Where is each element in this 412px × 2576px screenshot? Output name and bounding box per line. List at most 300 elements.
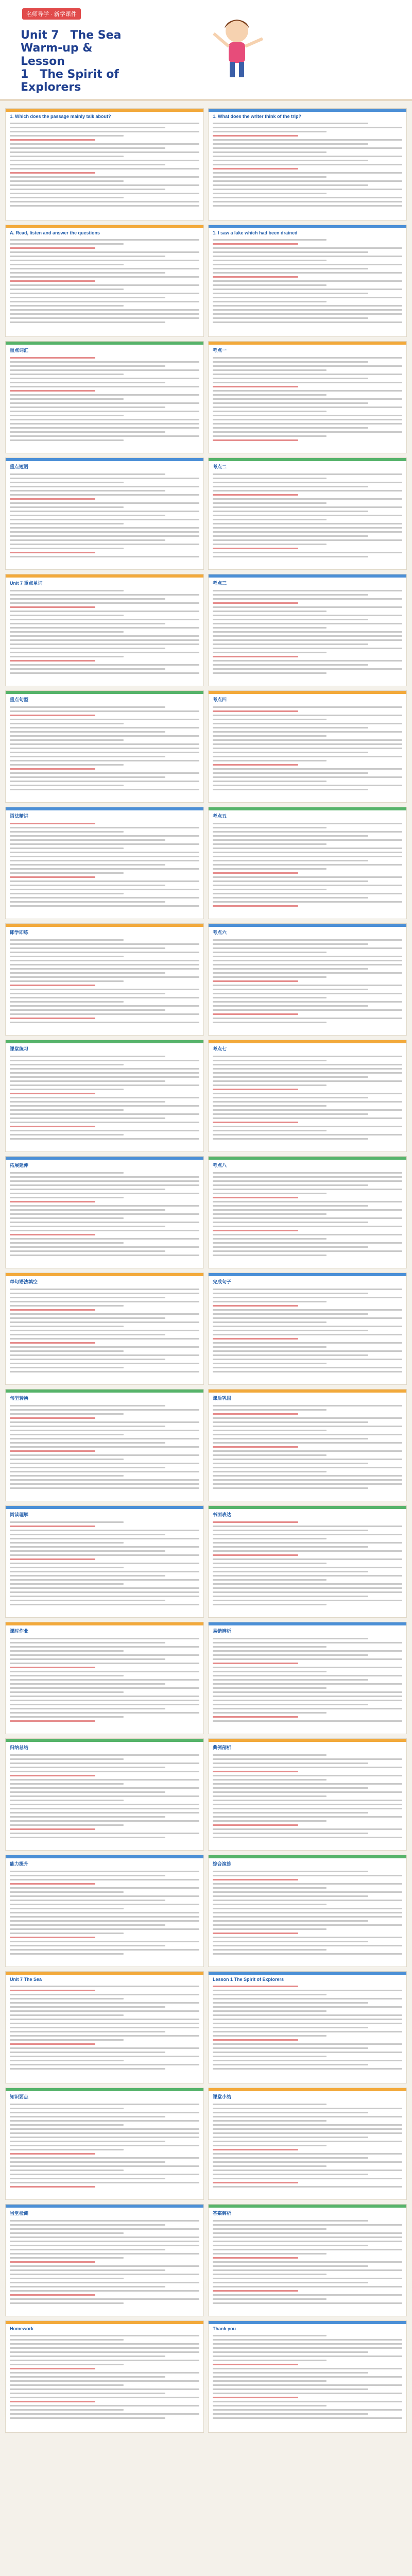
text-line [10, 1708, 165, 1709]
text-line [213, 378, 368, 379]
text-line [10, 1933, 124, 1934]
slide-text-lines [209, 1172, 406, 1256]
slide-thumbnail[interactable] [208, 1971, 407, 2083]
text-line [10, 2384, 124, 2386]
text-line [213, 1293, 368, 1294]
text-line [10, 2265, 199, 2267]
slide-thumbnail[interactable] [5, 1389, 204, 1501]
text-line [10, 1189, 165, 1190]
text-line [10, 1013, 199, 1015]
text-line [213, 1583, 402, 1585]
slide-text-lines [6, 1638, 203, 1722]
text-line [213, 1463, 368, 1464]
text-line [10, 631, 124, 633]
text-line [10, 2104, 199, 2105]
text-line [10, 1442, 165, 1444]
text-line [10, 1417, 95, 1419]
text-line [213, 2002, 368, 2004]
slide-heading: Unit 7 重点单词 [10, 581, 43, 586]
slide-grid [5, 108, 407, 2437]
text-line [213, 868, 327, 870]
text-line [213, 835, 368, 837]
text-line [213, 243, 298, 245]
text-line [213, 123, 368, 124]
slide-thumbnail[interactable] [5, 108, 204, 221]
text-line [10, 556, 199, 557]
text-line [213, 2006, 402, 2008]
text-line [213, 280, 402, 282]
slide-row [5, 225, 407, 337]
slide-thumbnail[interactable] [208, 1389, 407, 1501]
slide-thumbnail[interactable] [208, 1273, 407, 1385]
text-line [10, 1213, 199, 1215]
text-line [213, 394, 327, 396]
text-line [213, 860, 368, 861]
text-line [213, 548, 298, 549]
slide-thumbnail[interactable] [5, 923, 204, 1036]
text-line [213, 293, 368, 294]
text-line [213, 1986, 298, 1987]
text-line [213, 2031, 402, 2032]
text-line [10, 2043, 95, 2045]
text-line [10, 1716, 124, 1718]
text-line [213, 1563, 327, 1564]
text-line [213, 1297, 402, 1298]
text-line [213, 2241, 402, 2242]
text-line [213, 1409, 327, 1411]
text-line [213, 1534, 402, 1535]
text-line [10, 1908, 124, 1909]
slide-thumbnail[interactable] [5, 1505, 204, 1618]
text-line [213, 486, 368, 487]
text-line [10, 623, 165, 624]
text-line [213, 656, 298, 657]
text-line [10, 1080, 165, 1082]
text-line [213, 2417, 402, 2419]
text-line [213, 1213, 327, 1215]
text-line [213, 1820, 327, 1822]
text-line [213, 2236, 402, 2238]
text-line [10, 1804, 199, 1805]
text-line [213, 743, 402, 745]
text-line [213, 1459, 402, 1460]
text-line [10, 1638, 199, 1639]
text-line [10, 435, 199, 437]
text-line [213, 1716, 298, 1718]
text-line [10, 361, 199, 363]
text-line [10, 1217, 124, 1219]
slide-heading: 知识要点 [10, 2094, 29, 2099]
text-line [213, 1521, 298, 1523]
text-line [213, 1895, 368, 1897]
text-line [10, 1405, 165, 1406]
text-line [213, 435, 327, 437]
text-line [10, 143, 199, 145]
text-line [10, 2182, 199, 2183]
text-line [10, 897, 199, 899]
text-line [213, 1990, 402, 1991]
text-line [213, 398, 402, 400]
text-line [10, 615, 124, 616]
text-line [213, 1413, 298, 1415]
text-line [213, 193, 327, 194]
text-line [10, 2178, 165, 2179]
text-line [10, 1342, 95, 1344]
text-line [10, 156, 124, 157]
text-line [213, 1434, 402, 1435]
text-line [10, 1226, 165, 1227]
text-line [10, 494, 199, 496]
text-line [10, 523, 124, 524]
text-line [213, 1367, 402, 1368]
text-line [10, 382, 165, 383]
text-line [213, 1064, 402, 1065]
text-line [213, 1359, 402, 1360]
slide-row [5, 1505, 407, 1618]
text-line [10, 1479, 199, 1481]
text-line [10, 827, 199, 828]
text-line [213, 1193, 327, 1194]
text-line [10, 643, 199, 645]
slide-heading: Unit 7 The Sea [10, 1977, 42, 1982]
slide-heading: 即学即练 [10, 930, 29, 935]
text-line [213, 885, 402, 886]
text-line [213, 2023, 402, 2024]
slide-thumbnail[interactable] [208, 1505, 407, 1618]
text-line [10, 305, 124, 307]
text-line [10, 864, 165, 866]
cover-title-line: 1 The Spirit of [21, 67, 119, 81]
slide-thumbnail[interactable] [208, 2204, 407, 2316]
text-line [10, 519, 199, 520]
text-line [10, 309, 199, 311]
text-line [213, 2019, 402, 2020]
text-line [10, 2298, 199, 2300]
text-line [213, 2149, 298, 2150]
text-line [213, 660, 402, 662]
text-line [213, 843, 327, 845]
text-line [10, 1018, 95, 1019]
slide-thumbnail[interactable] [5, 1273, 204, 1385]
text-line [213, 1591, 402, 1593]
text-line [213, 2401, 402, 2402]
slide-thumbnail[interactable] [208, 225, 407, 337]
text-line [213, 2220, 368, 2222]
text-line [10, 1330, 199, 1331]
slide-row [5, 2088, 407, 2200]
slide-row [5, 1855, 407, 1967]
slide-thumbnail[interactable] [208, 341, 407, 453]
text-line [10, 398, 124, 400]
text-line [10, 848, 124, 849]
text-line [10, 1567, 124, 1568]
text-line [10, 2335, 199, 2336]
text-line [10, 478, 199, 479]
slide-thumbnail[interactable] [208, 108, 407, 221]
text-line [10, 160, 199, 161]
slide-thumbnail[interactable] [208, 2320, 407, 2433]
text-line [10, 531, 199, 533]
text-line [10, 985, 95, 986]
text-line [10, 1646, 199, 1648]
text-line [10, 1937, 95, 1938]
text-line [213, 2245, 368, 2246]
text-line [10, 1193, 199, 1194]
text-line [213, 627, 327, 629]
text-line [10, 284, 199, 286]
slide-thumbnail[interactable] [208, 1156, 407, 1268]
slide-thumbnail[interactable] [208, 1738, 407, 1851]
text-line [10, 989, 199, 990]
text-line [10, 710, 199, 712]
text-line [10, 151, 199, 153]
text-line [10, 1928, 199, 1930]
text-line [10, 1875, 165, 1876]
text-line [10, 1820, 199, 1822]
text-line [213, 2161, 402, 2163]
text-line [10, 1563, 199, 1564]
slide-heading: 1. Which does the passage mainly talk about? [10, 114, 111, 119]
slide-text-lines [6, 1986, 203, 2070]
text-line [213, 1371, 402, 1372]
text-line [213, 2182, 298, 2183]
text-line [213, 1887, 327, 1889]
text-line [213, 1222, 368, 1223]
text-line [213, 1667, 402, 1668]
text-line [213, 1184, 368, 1186]
text-line [213, 623, 402, 624]
text-line [213, 1687, 327, 1689]
text-line [213, 2027, 368, 2028]
text-line [10, 1293, 199, 1294]
text-line [10, 539, 165, 541]
text-line [213, 1321, 327, 1323]
text-line [10, 247, 95, 249]
text-line [213, 2253, 327, 2255]
text-line [213, 2405, 327, 2406]
text-line [213, 2145, 327, 2146]
text-line [213, 176, 327, 178]
text-line [10, 1101, 165, 1103]
slide-thumbnail[interactable] [208, 923, 407, 1036]
text-line [10, 1700, 199, 1701]
slide-text-lines [6, 2220, 203, 2304]
text-line [213, 590, 402, 591]
slide-thumbnail[interactable] [5, 457, 204, 570]
text-line [213, 848, 402, 849]
text-line [10, 648, 165, 649]
slide-thumbnail[interactable] [5, 225, 204, 337]
text-line [10, 2047, 199, 2049]
text-line [10, 2039, 124, 2041]
text-line [213, 827, 327, 828]
text-line [10, 243, 124, 245]
text-line [213, 1471, 327, 1472]
slide-thumbnail[interactable] [208, 1040, 407, 1152]
text-line [10, 1642, 165, 1643]
text-line [213, 2274, 327, 2275]
text-line [213, 2343, 402, 2345]
text-line [10, 1920, 199, 1922]
text-line [10, 147, 165, 149]
text-line [10, 423, 199, 425]
cover [0, 0, 412, 101]
slide-thumbnail[interactable] [208, 690, 407, 803]
text-line [10, 1060, 199, 1061]
slide-text-lines [6, 823, 203, 907]
text-line [10, 2228, 199, 2230]
slide-thumbnail[interactable] [5, 807, 204, 919]
text-line [213, 1176, 402, 1178]
slide-thumbnail[interactable] [5, 1156, 204, 1268]
text-line [10, 301, 199, 302]
slide-thumbnail[interactable] [5, 1855, 204, 1967]
text-line [10, 1941, 199, 1942]
text-line [10, 1883, 95, 1885]
slide-thumbnail[interactable] [5, 1738, 204, 1851]
text-line [10, 1658, 165, 1660]
slide-heading: 句型转换 [10, 1396, 29, 1401]
text-line [10, 2417, 165, 2419]
text-line [213, 1587, 402, 1589]
text-line [10, 768, 95, 770]
slide-thumbnail[interactable] [5, 2088, 204, 2200]
text-line [213, 1933, 298, 1934]
slide-thumbnail[interactable] [5, 1971, 204, 2083]
text-line [213, 602, 298, 604]
text-line [10, 1891, 124, 1893]
text-line [213, 2014, 402, 2016]
text-line [213, 268, 368, 269]
text-line [213, 1450, 402, 1452]
text-line [213, 939, 402, 941]
text-line [213, 1097, 368, 1098]
text-line [10, 1558, 95, 1560]
slide-text-lines [209, 823, 406, 907]
text-line [213, 2376, 402, 2378]
slide-text-lines [209, 706, 406, 790]
slide-text-lines [6, 1871, 203, 1955]
text-line [10, 1105, 199, 1107]
slide-heading: 考点八 [213, 1163, 227, 1168]
text-line [10, 317, 199, 319]
text-line [213, 1791, 402, 1793]
text-line [213, 611, 327, 612]
text-line [10, 735, 199, 737]
text-line [10, 1783, 124, 1785]
text-line [10, 502, 199, 504]
text-line [213, 1571, 368, 1572]
text-line [10, 1454, 199, 1456]
text-line [213, 317, 368, 319]
slide-thumbnail[interactable] [208, 807, 407, 919]
slide-thumbnail[interactable] [5, 2204, 204, 2316]
text-line [213, 1546, 368, 1548]
text-line [213, 556, 368, 557]
text-line [10, 2274, 199, 2275]
text-line [10, 1887, 199, 1889]
text-line [213, 615, 402, 616]
text-line [10, 1916, 199, 1918]
text-line [10, 1426, 165, 1427]
text-line [213, 160, 368, 161]
text-line [213, 897, 368, 899]
text-line [213, 1134, 402, 1136]
text-line [10, 1242, 124, 1244]
text-line [10, 1093, 95, 1094]
text-line [213, 544, 327, 545]
text-line [10, 2052, 165, 2053]
text-line [10, 2137, 199, 2138]
text-line [10, 535, 199, 537]
text-line [213, 539, 402, 541]
text-line [10, 1546, 199, 1548]
text-line [213, 2413, 368, 2415]
text-line [10, 1596, 199, 1597]
text-line [10, 2220, 199, 2222]
slide-heading: 考点二 [213, 464, 227, 469]
slide-thumbnail[interactable] [208, 1855, 407, 1967]
text-line [10, 1775, 95, 1776]
text-line [213, 2249, 402, 2250]
text-line [10, 1483, 199, 1485]
text-line [10, 2278, 124, 2279]
slide-thumbnail[interactable] [208, 2088, 407, 2200]
text-line [213, 2339, 402, 2341]
text-line [213, 369, 327, 371]
text-line [10, 1583, 124, 1585]
slide-thumbnail[interactable] [208, 457, 407, 570]
text-line [10, 2397, 199, 2398]
text-line [10, 1833, 199, 1834]
text-line [10, 1076, 199, 1078]
text-line [10, 164, 165, 165]
text-line [213, 639, 402, 641]
slide-thumbnail[interactable] [5, 2320, 204, 2433]
text-line [213, 1696, 402, 1697]
slide-thumbnail[interactable] [5, 690, 204, 803]
text-line [10, 1949, 199, 1951]
slide-thumbnail[interactable] [208, 574, 407, 686]
slide-text-lines [209, 1638, 406, 1722]
text-line [213, 893, 402, 894]
slide-thumbnail[interactable] [5, 574, 204, 686]
slide-thumbnail[interactable] [208, 1622, 407, 1734]
text-line [10, 880, 199, 882]
text-line [213, 1426, 402, 1427]
text-line [213, 1138, 368, 1140]
text-line [213, 1558, 402, 1560]
slide-text-lines [209, 1521, 406, 1605]
text-line [10, 606, 95, 608]
text-line [213, 785, 402, 786]
text-line [10, 1413, 124, 1415]
text-line [10, 1184, 199, 1186]
text-line [213, 831, 402, 833]
text-line [213, 131, 327, 132]
text-line [213, 1937, 402, 1938]
text-line [10, 1767, 165, 1768]
text-line [10, 419, 199, 420]
text-line [213, 1542, 402, 1544]
text-line [10, 1446, 199, 1448]
slide-heading: 综合演练 [213, 1861, 232, 1867]
slide-thumbnail[interactable] [5, 1040, 204, 1152]
text-line [10, 2145, 199, 2146]
text-line [213, 260, 327, 261]
slide-thumbnail[interactable] [5, 341, 204, 453]
slide-thumbnail[interactable] [5, 1622, 204, 1734]
